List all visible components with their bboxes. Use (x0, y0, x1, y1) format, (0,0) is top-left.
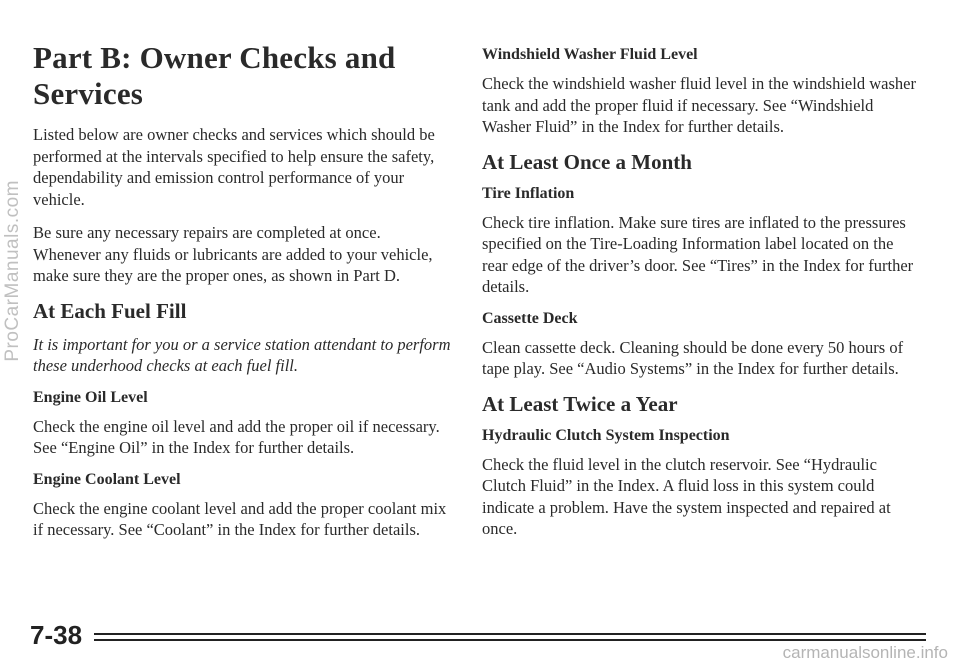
item-text-tire-inflation: Check tire inflation. Make sure tires are inflated to the pressures specified on the Tire-Loading Information label located on the rear edge of the driver’s door. See “Tires” in the Index for further details. (482, 212, 914, 296)
watermark-bottom: carmanualsonline.info (782, 643, 948, 662)
section-heading-twice-year: At Least Twice a Year (482, 391, 678, 416)
page-title: Part B: Owner Checks and Services (33, 40, 396, 111)
item-text-washer-fluid: Check the windshield washer fluid level in the windshield washer tank and add the proper fluid if necessary. See “Windshield Washer Fluid” in the Index for further details. (482, 74, 916, 136)
item-heading-tire-inflation: Tire Inflation (482, 184, 575, 202)
fuel-fill-note: It is important for you or a service station attendant to perform these underhood checks at each fuel fill. (33, 334, 451, 375)
left-column (33, 40, 451, 553)
item-heading-engine-oil: Engine Oil Level (33, 388, 148, 406)
item-text-cassette-deck: Clean cassette deck. Cleaning should be done every 50 hours of tape play. See “Audio Systems” in the Index for further details. (482, 337, 904, 378)
footer-rule (94, 633, 926, 641)
intro-paragraph-2: Be sure any necessary repairs are completed at once. Whenever any fluids or lubricants are added to your vehicle, make sure they are the proper ones, as shown in Part D. (33, 223, 433, 285)
intro-paragraph: Listed below are owner checks and services which should be performed at the intervals specified to help ensure the safety, dependability and emission control performance of your vehicle. (33, 125, 435, 209)
page-number: 7-38 (30, 620, 83, 650)
right-column (482, 46, 922, 552)
item-heading-engine-coolant: Engine Coolant Level (33, 470, 181, 488)
section-heading-monthly: At Least Once a Month (482, 149, 692, 174)
item-heading-clutch-inspection: Hydraulic Clutch System Inspection (482, 426, 730, 444)
watermark-side: ProCarManuals.com (2, 180, 23, 362)
item-text-engine-coolant: Check the engine coolant level and add the proper coolant mix if necessary. See “Coolant” in the Index for further details. (33, 498, 447, 539)
item-text-engine-oil: Check the engine oil level and add the proper oil if necessary. See “Engine Oil” in the Index for further details. (33, 416, 440, 457)
item-text-clutch-inspection: Check the fluid level in the clutch reservoir. See “Hydraulic Clutch Fluid” in the Index. A fluid loss in this system could indicate a problem. Have the system inspected and repaired at once. (482, 454, 891, 538)
item-heading-washer-fluid: Windshield Washer Fluid Level (482, 46, 698, 63)
section-heading-fuel-fill: At Each Fuel Fill (33, 298, 187, 323)
item-heading-cassette-deck: Cassette Deck (482, 309, 578, 327)
